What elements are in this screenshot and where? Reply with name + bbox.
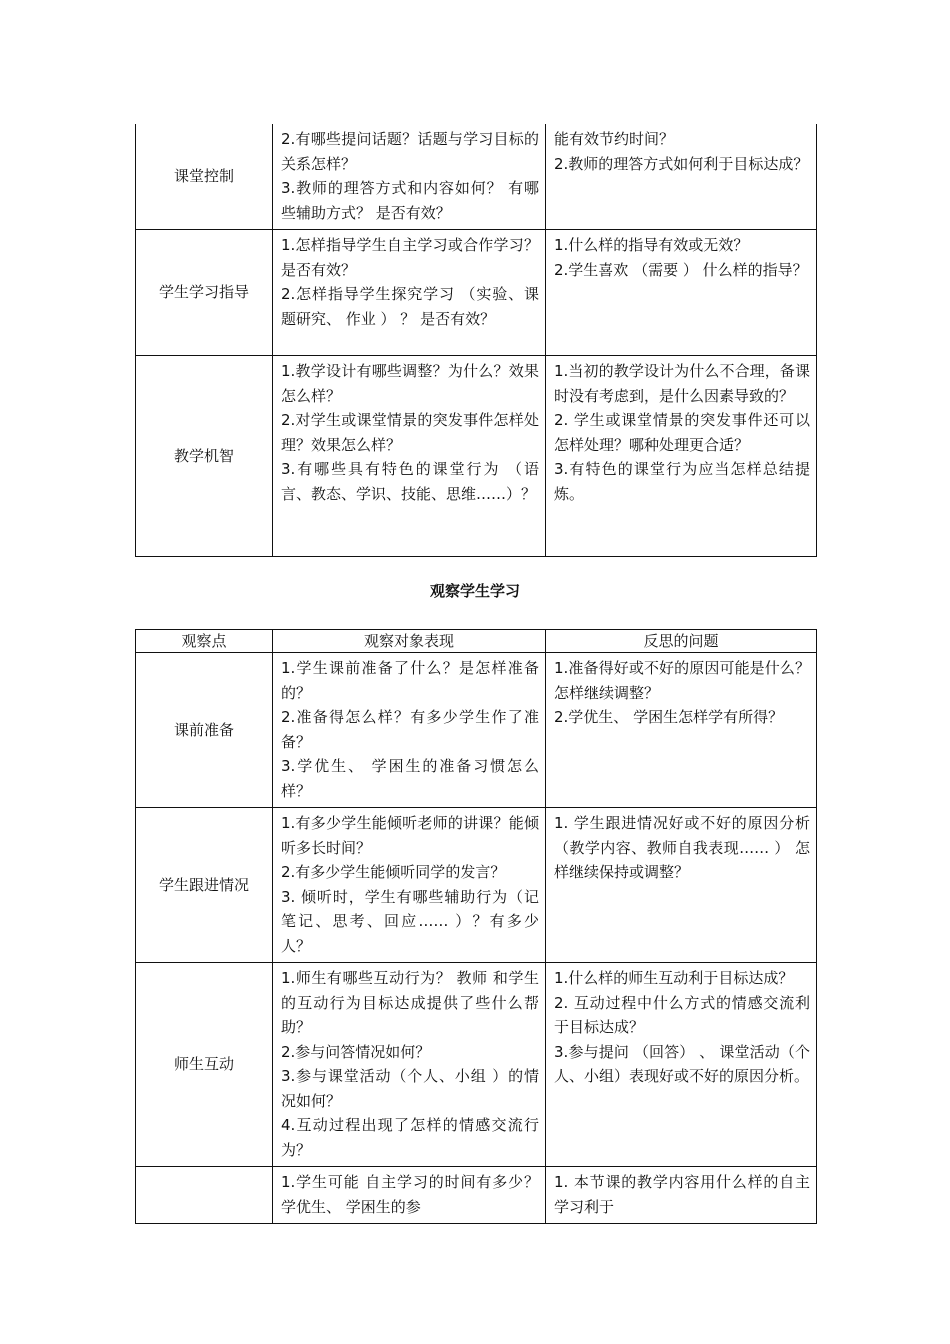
- section-title: 观察学生学习: [429, 582, 520, 600]
- behavior-item: 2.有哪些提问话题？话题与学习目标的关系怎样？: [281, 130, 539, 173]
- student-learning-table: [135, 629, 817, 1224]
- reflection-item: 2.学生喜欢 （需要 ） 什么样的指导？: [554, 260, 808, 279]
- row-label: 课前准备: [136, 653, 273, 808]
- reflection-item: 1.什么样的师生互动利于目标达成？: [554, 969, 794, 987]
- behavior-item: 4.互动过程出现了怎样的情感交流行为？: [281, 1116, 539, 1159]
- reflection-item: 1. 本节课的教学内容用什么样的自主学习利于: [554, 1173, 810, 1216]
- behavior-item: 3. 倾听时，学生有哪些辅助行为（记笔记、思考、回应…… ）？有多少人？: [281, 887, 539, 955]
- behavior-item: 2.参与问答情况如何？: [281, 1042, 431, 1061]
- behavior-item: 2.有多少学生能倾听同学的发言？: [281, 863, 506, 881]
- behavior-item: 3.教师的理答方式和内容如何？ 有哪些辅助方式？ 是否有效？: [281, 179, 539, 222]
- reflection-cell: [546, 230, 817, 356]
- row-label: 学生跟进情况: [136, 808, 273, 963]
- header-row: [136, 630, 817, 653]
- header-reflection: 反思的问题: [546, 630, 817, 653]
- reflection-item: 2.教师的理答方式如何利于目标达成？: [554, 154, 809, 173]
- behavior-item: 3.参与课堂活动（个人、小组 ）的情况如何？: [281, 1067, 539, 1110]
- row-label: [136, 1167, 273, 1224]
- reflection-item: 1.准备得好或不好的原因可能是什么？ 怎样继续调整？: [554, 659, 810, 702]
- reflection-item: 2.学优生、 学困生怎样学有所得？: [554, 708, 784, 726]
- reflection-item: 能有效节约时间？: [554, 130, 675, 148]
- table-row: [136, 963, 817, 1167]
- behavior-item: 1.学生可能 自主学习的时间有多少？学优生、 学困生的参: [281, 1173, 539, 1216]
- table-row: [136, 808, 817, 963]
- behavior-cell: [273, 356, 546, 557]
- table-row: [136, 230, 817, 356]
- row-label: 课堂控制: [136, 124, 273, 230]
- reflection-item: 1.什么样的指导有效或无效？: [554, 236, 749, 254]
- behavior-item: 2.对学生或课堂情景的突发事件怎样处理？效果怎么样？: [281, 411, 539, 454]
- behavior-item: 1.怎样指导学生自主学习或合作学习？是否有效？: [281, 236, 539, 279]
- behavior-item: 1.有多少学生能倾听老师的讲课？能倾听多长时间？: [281, 814, 539, 857]
- reflection-cell: [546, 124, 817, 230]
- header-observation-point: 观察点: [136, 630, 273, 653]
- behavior-item: 1.教学设计有哪些调整？为什么？效果怎么样？: [281, 362, 539, 405]
- reflection-cell: [546, 808, 817, 963]
- behavior-cell: [273, 1167, 546, 1224]
- reflection-item: 3.参与提问 （回答） 、 课堂活动（个人、小组）表现好或不好的原因分析。: [554, 1042, 810, 1085]
- behavior-cell: [273, 230, 546, 356]
- behavior-cell: [273, 808, 546, 963]
- reflection-item: 2. 互动过程中什么方式的情感交流利于目标达成？: [554, 993, 810, 1036]
- reflection-item: 1.当初的教学设计为什么不合理，备课时没有考虑到，是什么因素导致的？: [554, 362, 810, 405]
- row-label: 师生互动: [136, 963, 273, 1167]
- behavior-cell: [273, 124, 546, 230]
- behavior-item: 2.怎样指导学生探究学习 （实验、课题研究、 作业 ） ？ 是否有效？: [281, 285, 539, 328]
- table-row: [136, 653, 817, 808]
- behavior-cell: [273, 653, 546, 808]
- behavior-item: 1.师生有哪些互动行为？ 教师 和学生的互动行为目标达成提供了些什么帮助？: [281, 969, 539, 1036]
- reflection-cell: [546, 653, 817, 808]
- table-row: [136, 1167, 817, 1224]
- reflection-cell: [546, 356, 817, 557]
- reflection-item: 3.有特色的课堂行为应当怎样总结提炼。: [554, 460, 810, 503]
- behavior-item: 3.有哪些具有特色的课堂行为 （语言、教态、学识、技能、思维……）？: [281, 460, 539, 503]
- behavior-cell: [273, 963, 546, 1167]
- header-behavior: 观察对象表现: [273, 630, 546, 653]
- reflection-item: 2. 学生或课堂情景的突发事件还可以怎样处理？哪种处理更合适？: [554, 411, 810, 454]
- row-label: 教学机智: [136, 356, 273, 557]
- behavior-item: 1.学生课前准备了什么？是怎样准备的？: [281, 659, 539, 702]
- table-row: [136, 124, 817, 230]
- reflection-cell: [546, 963, 817, 1167]
- reflection-item: 1. 学生跟进情况好或不好的原因分析（教学内容、教师自我表现…… ） 怎样继续保持或调整？: [554, 814, 810, 881]
- behavior-item: 3.学优生、 学困生的准备习惯怎么样？: [281, 757, 539, 800]
- table-row: [136, 356, 817, 557]
- behavior-item: 2.准备得怎么样？有多少学生作了准备？: [281, 708, 539, 751]
- classroom-observation-table: [135, 124, 817, 557]
- reflection-cell: [546, 1167, 817, 1224]
- row-label: 学生学习指导: [136, 230, 273, 356]
